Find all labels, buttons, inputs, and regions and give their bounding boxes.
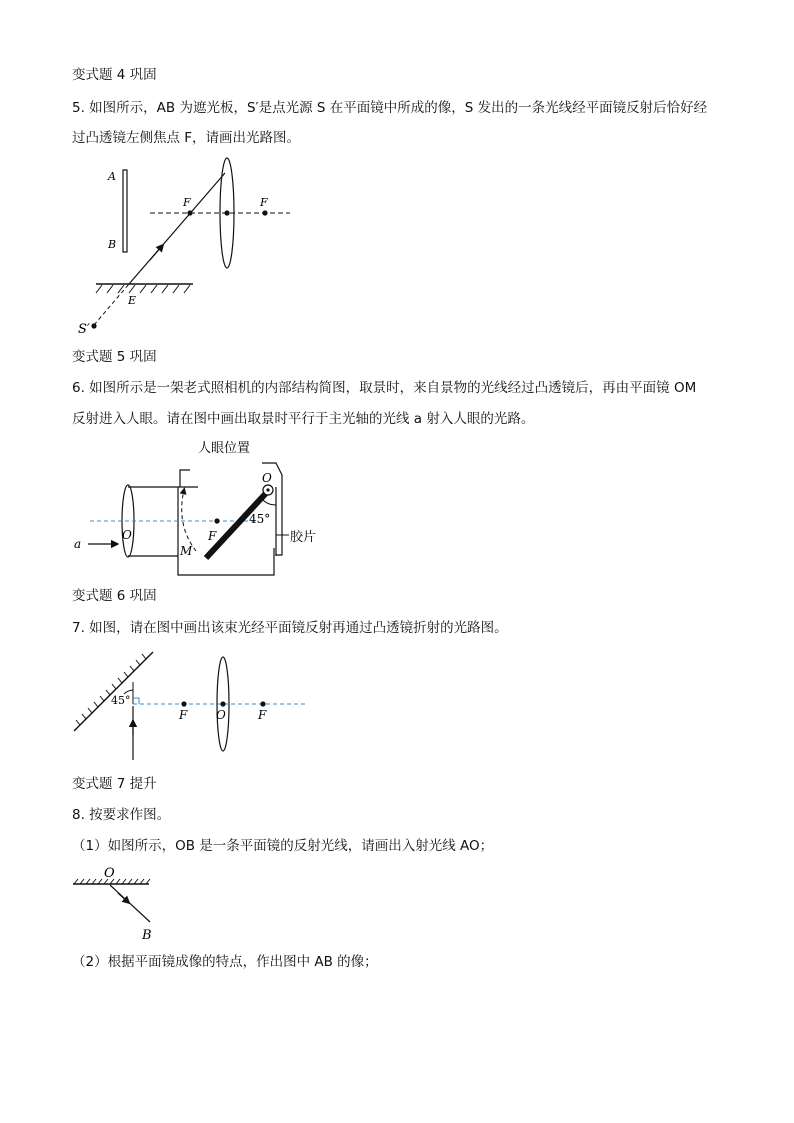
q5-focus-right-dot xyxy=(262,210,267,215)
q5-label-s-prime: S′ xyxy=(78,322,90,337)
q6-label-angle: 45° xyxy=(249,512,271,526)
q7-figure xyxy=(66,645,316,765)
q6-text-line2: 反射进入人眼。请在图中画出取景时平行于主光轴的光线 a 射入人眼的光路。 xyxy=(72,411,535,427)
q5-label-a: A xyxy=(108,170,116,183)
q6-pivot-inner xyxy=(266,488,269,491)
q5-image-point-dot xyxy=(91,323,96,328)
q5-figure xyxy=(60,150,320,345)
section-heading-v5: 变式题 5 巩固 xyxy=(72,349,157,365)
q6-label-o-top: O xyxy=(262,471,272,485)
q8-reflected-ray-ob xyxy=(110,885,150,922)
q7-focus-left-dot xyxy=(181,701,186,706)
q8-figure-1 xyxy=(66,860,166,945)
q6-focus-dot xyxy=(214,518,219,523)
q5-virtual-ray xyxy=(94,284,129,325)
q5-label-e: E xyxy=(128,294,137,307)
q6-angle-arc xyxy=(262,499,276,505)
q5-reflected-ray xyxy=(129,173,225,284)
q5-mirror-hatching xyxy=(96,285,190,293)
q7-focus-right-dot xyxy=(260,701,265,706)
q6-label-eye-position: 人眼位置 xyxy=(198,441,251,456)
q7-label-f-right: F xyxy=(258,708,267,722)
q8-label-b: B xyxy=(142,928,152,943)
q6-label-a: a xyxy=(74,537,82,551)
q5-label-f-right: F xyxy=(260,196,268,209)
q5-label-b: B xyxy=(108,238,117,251)
q7-label-f-left: F xyxy=(179,708,188,722)
q7-label-angle: 45° xyxy=(111,694,131,707)
section-heading-v4: 变式题 4 巩固 xyxy=(72,67,157,83)
q8-label-o: O xyxy=(104,866,115,881)
q6-label-film: 胶片 xyxy=(290,530,317,545)
q5-text-line2: 过凸透镜左侧焦点 F，请画出光路图。 xyxy=(72,130,301,146)
q6-label-f: F xyxy=(208,529,217,543)
q6-label-o-lens: O xyxy=(122,528,132,542)
q8-text-line1: 8. 按要求作图。 xyxy=(72,807,171,823)
q8-subquestion-1: （1）如图所示，OB 是一条平面镜的反射光线，请画出入射光线 AO； xyxy=(72,838,494,854)
q7-optical-center-dot xyxy=(220,701,225,706)
q5-optical-center-dot xyxy=(224,210,229,215)
q5-label-f-left: F xyxy=(183,196,191,209)
q6-text-line1: 6. 如图所示是一架老式照相机的内部结构简图，取景时，来自景物的光线经过凸透镜后，再由平面镜 OM xyxy=(72,380,697,396)
q7-mirror-hatching xyxy=(76,654,146,725)
q5-screen-ab xyxy=(123,170,127,252)
q5-ray-arrow xyxy=(150,246,162,260)
section-heading-v7: 变式题 7 提升 xyxy=(72,776,157,792)
q7-text-line1: 7. 如图，请在图中画出该束光经平面镜反射再通过凸透镜折射的光路图。 xyxy=(72,620,508,636)
q7-label-o: O xyxy=(216,708,226,722)
q5-text-line1: 5. 如图所示，AB 为遮光板，S′是点光源 S 在平面镜中所成的像，S 发出的一条光线经平面镜反射后恰好经 xyxy=(72,100,708,116)
section-heading-v6: 变式题 6 巩固 xyxy=(72,588,157,604)
q6-label-m: M xyxy=(180,544,193,558)
q6-figure xyxy=(60,432,340,582)
q7-right-angle-mark xyxy=(133,698,139,704)
q8-ray-arrow xyxy=(118,893,128,902)
q7-plane-mirror xyxy=(74,652,153,731)
q8-subquestion-2: （2）根据平面镜成像的特点，作出图中 AB 的像； xyxy=(72,954,378,970)
